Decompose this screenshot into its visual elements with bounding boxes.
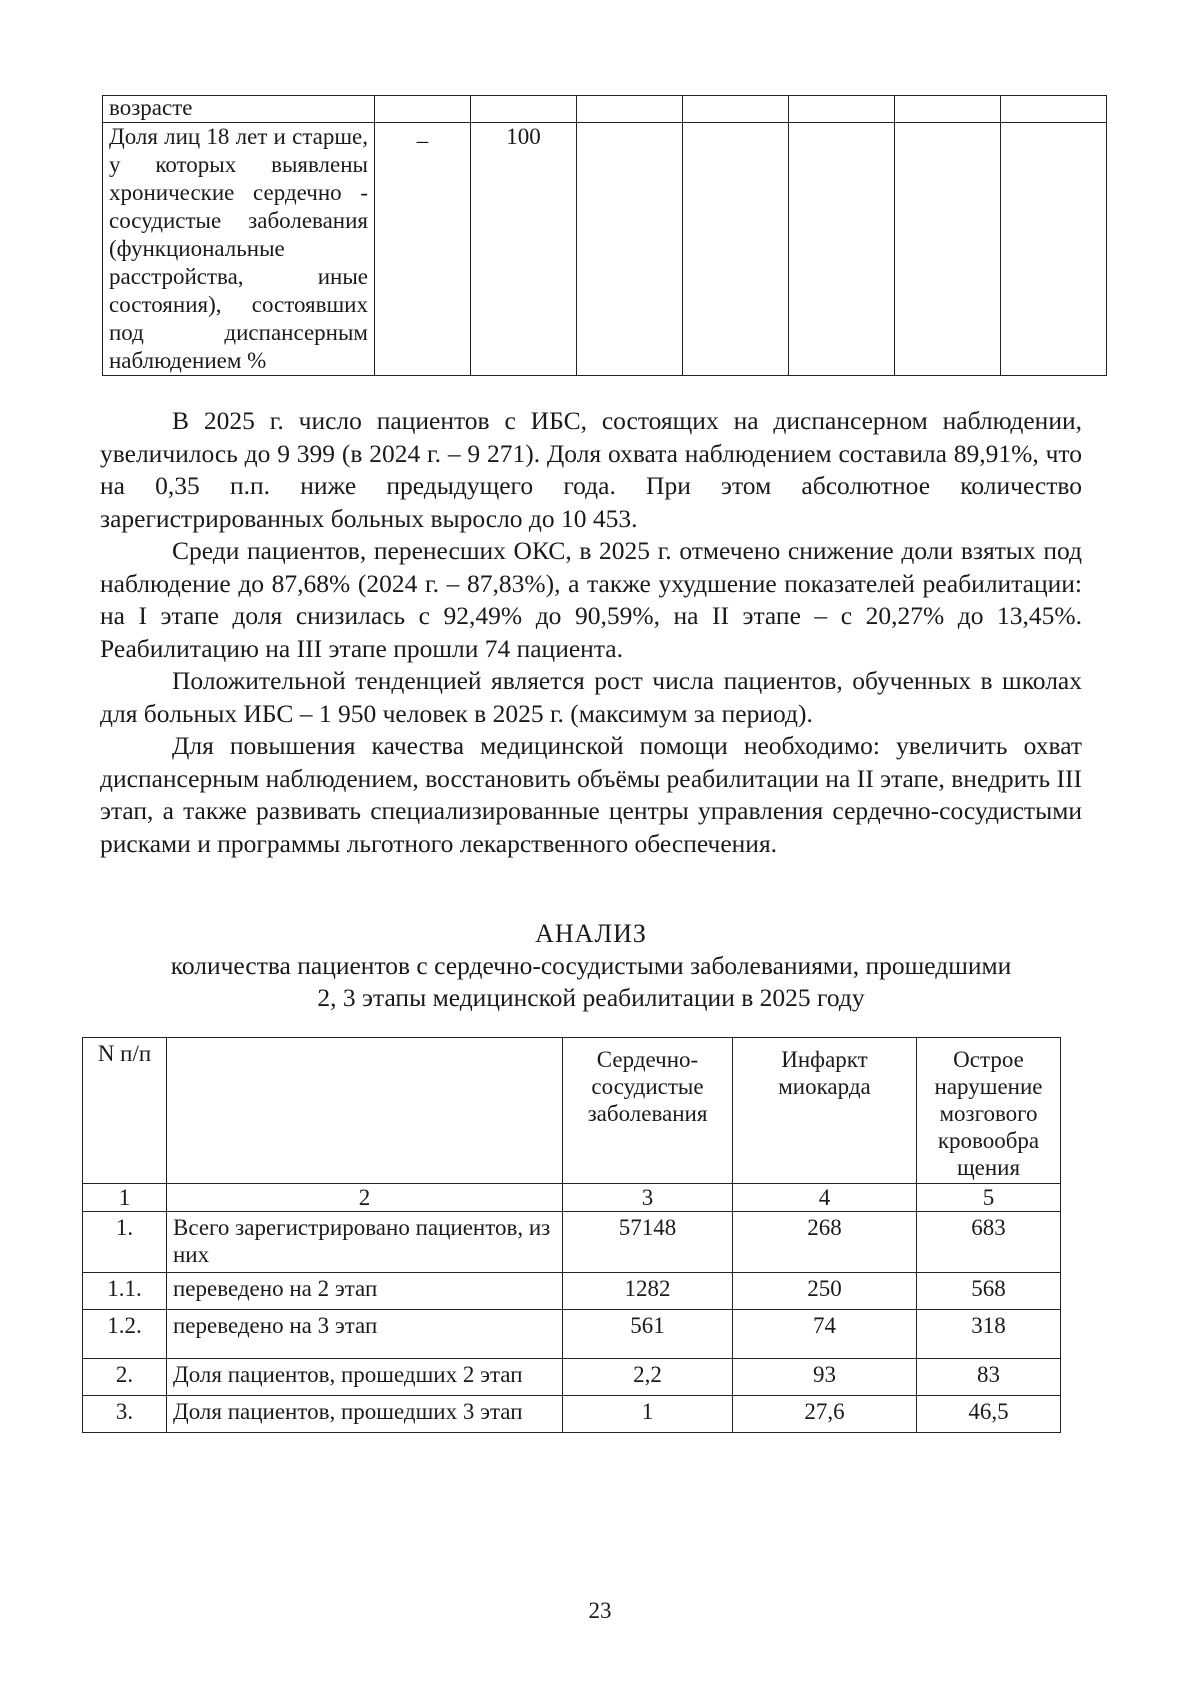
- paragraph: Положительной тенденцией является рост числа пациентов, обученных в школах для больных ИБС – 1 950 человек в 2025 г. (максимум за период).: [100, 666, 1082, 728]
- paragraph: Для повышения качества медицинской помощи необходимо: увеличить охват диспансерным наблюдением, восстановить объёмы реабилитации на II этапе, внедрить III этап, а также развивать специализированные центры управления сердечно-сосудистыми рисками и программы льготного лекарственного обеспечения.: [100, 731, 1082, 858]
- table-row: [83, 1359, 1061, 1396]
- table-cell: 683: [917, 1212, 1061, 1273]
- column-number: 2: [167, 1184, 563, 1212]
- table-cell: 268: [733, 1212, 917, 1273]
- rehabilitation-table: [82, 1037, 1061, 1433]
- column-header: Острое нарушение мозгового кровообра щения: [917, 1038, 1061, 1184]
- column-number: 5: [917, 1184, 1061, 1212]
- row-number: 1.2.: [83, 1310, 167, 1359]
- row-number: 1.1.: [83, 1273, 167, 1310]
- column-header: N п/п: [83, 1038, 167, 1184]
- row-label: переведено на 3 этап: [167, 1310, 563, 1359]
- column-number: 3: [563, 1184, 733, 1212]
- column-header: Инфаркт миокарда: [733, 1038, 917, 1184]
- table-header-row: [83, 1038, 1061, 1184]
- table-cell: –: [375, 123, 471, 376]
- column-header: Сердечно-сосудистые заболевания: [563, 1038, 733, 1184]
- column-number: 1: [83, 1184, 167, 1212]
- table-row: [103, 123, 1107, 376]
- table-row: [83, 1212, 1061, 1273]
- paragraph: Среди пациентов, перенесших ОКС, в 2025 г. отмечено снижение доли взятых под наблюдение до 87,68% (2024 г. – 87,83%), а также ухудшение показателей реабилитации: на I этапе доля снизилась с 92,49% до 90,59%, на II этапе – с 20,27% до 13,45%. Реабилитацию на III этапе прошли 74 пациента.: [100, 536, 1082, 663]
- table-cell: 1282: [563, 1273, 733, 1310]
- column-number: 4: [733, 1184, 917, 1212]
- row-number: 1.: [83, 1212, 167, 1273]
- row-number: 3.: [83, 1396, 167, 1433]
- page-number: 23: [588, 1598, 612, 1623]
- table-cell: 318: [917, 1310, 1061, 1359]
- row-label: Всего зарегистрировано пациентов, из них: [167, 1212, 563, 1273]
- row-label: возрасте: [103, 96, 375, 123]
- analysis-subtitle: 2, 3 этапы медицинской реабилитации в 2025 году: [317, 983, 865, 1012]
- paragraph: В 2025 г. число пациентов с ИБС, состоящих на диспансерном наблюдении, увеличилось до 9 399 (в 2024 г. – 9 271). Доля охвата наблюдением составила 89,91%, что на 0,35 п.п. ниже предыдущего года. При этом абсолютное количество зарегистрированных больных выросло до 10 453.: [100, 406, 1082, 533]
- table-cell: 250: [733, 1273, 917, 1310]
- table-cell: 561: [563, 1310, 733, 1359]
- row-number: 2.: [83, 1359, 167, 1396]
- table-cell: 83: [917, 1359, 1061, 1396]
- table-cell: 2,2: [563, 1359, 733, 1396]
- row-label: Доля пациентов, прошедших 2 этап: [167, 1359, 563, 1396]
- analysis-subtitle: количества пациентов с сердечно-сосудистыми заболеваниями, прошедшими: [170, 951, 1012, 980]
- table-row: [103, 96, 1107, 123]
- table-row: [83, 1396, 1061, 1433]
- table-row: [83, 1273, 1061, 1310]
- table-cell: 100: [471, 123, 577, 376]
- table-cell: 74: [733, 1310, 917, 1359]
- row-label: переведено на 2 этап: [167, 1273, 563, 1310]
- indicator-table: [102, 95, 1107, 376]
- table-cell: 568: [917, 1273, 1061, 1310]
- table-cell: 1: [563, 1396, 733, 1433]
- table-row: [83, 1310, 1061, 1359]
- table-cell: 57148: [563, 1212, 733, 1273]
- row-label: Доля пациентов, прошедших 3 этап: [167, 1396, 563, 1433]
- table-cell: 27,6: [733, 1396, 917, 1433]
- row-label: Доля лиц 18 лет и старше, у которых выявлены хронические сердечно - сосудистые заболевания (функциональные расстройства, иные состояния), состоявших под диспансерным наблюдением %: [103, 123, 375, 376]
- column-header: [167, 1038, 563, 1184]
- body-text: [100, 405, 1082, 860]
- analysis-heading: [100, 918, 1082, 1014]
- analysis-title: АНАЛИЗ: [535, 919, 647, 948]
- table-row: [83, 1184, 1061, 1212]
- table-cell: 46,5: [917, 1396, 1061, 1433]
- table-cell: 93: [733, 1359, 917, 1396]
